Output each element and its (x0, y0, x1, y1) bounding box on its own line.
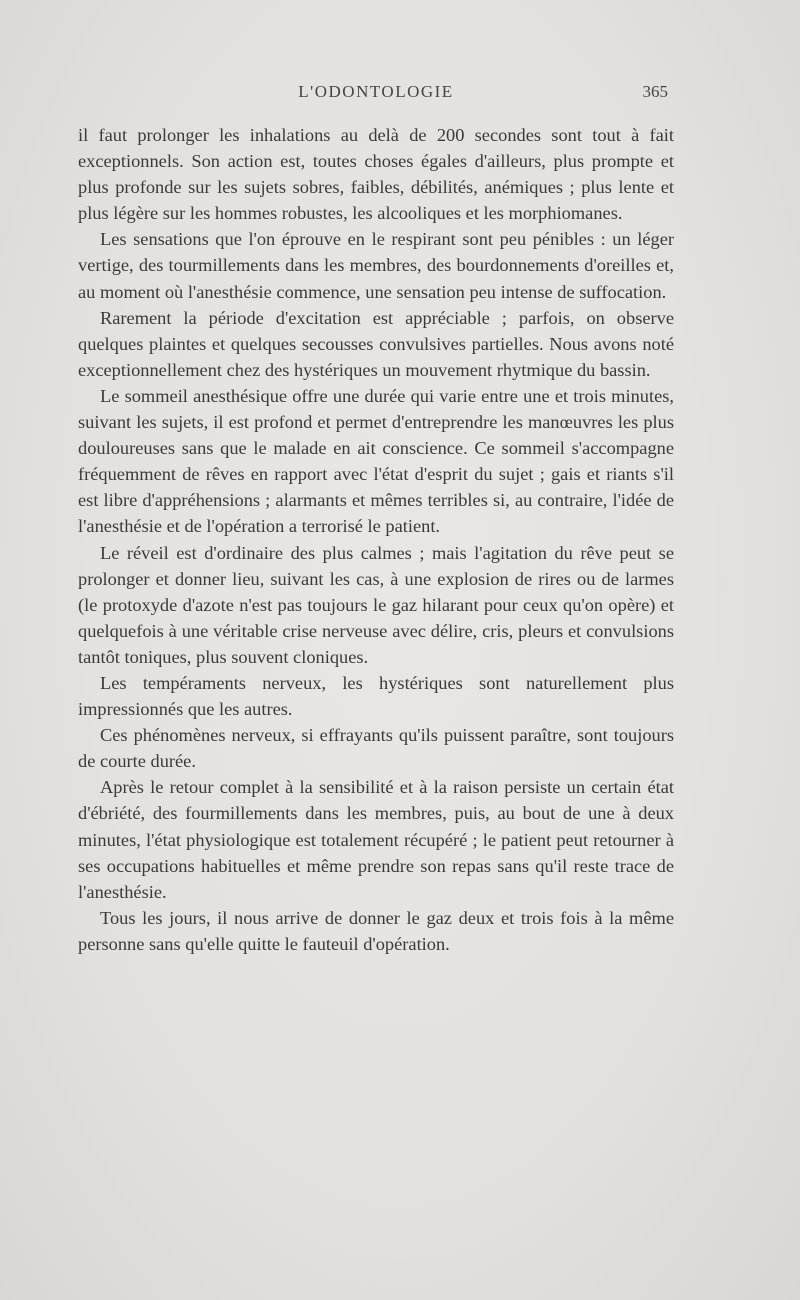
paragraph-sommeil: Le sommeil anesthésique offre une durée qui varie entre une et trois minutes, suivant les sujets, il est profond et permet d'entreprendre les manœuvres les plus douloureuses sans que le malade en ait conscience. Ce sommeil s'accompagne fréquemment de rêves en rapport avec l'état d'esprit du sujet ; gais et riants s'il est libre d'appréhensions ; alarmants et mêmes terribles si, au contraire, l'idée de l'anesthésie et de l'opération a terrorisé le patient. (78, 385, 674, 537)
page-number: 365 (642, 82, 668, 101)
paragraph-sensations: Les sensations que l'on éprouve en le respirant sont peu pénibles : un léger vertige, des tourmillements dans les membres, des bourdonnements d'oreilles et, au moment où l'anesthésie commence, une sensation peu intense de suffocation. (78, 229, 674, 302)
paragraph-continued: il faut prolonger les inhalations au delà de 200 secondes sont tout à fait exceptionnels. Son action est, toutes choses égales d'ailleurs, plus prompte et plus profonde sur les sujets sobres, faibles, débilités, anémiques ; plus lente et plus légère sur les hommes robustes, les alcooliques et les morphiomanes. (78, 125, 674, 224)
paragraph-phenomenes: Ces phénomènes nerveux, si effrayants qu'ils puissent paraître, sont toujours de courte durée. (78, 725, 674, 772)
running-title: L'ODONTOLOGIE (298, 82, 454, 101)
running-head (78, 82, 674, 108)
paragraph-excitation: Rarement la période d'excitation est appréciable ; parfois, on observe quelques plaintes et quelques secousses convulsives partielles. Nous avons noté exceptionnellement chez des hystériques un mouvement rhytmique du bassin. (78, 307, 674, 380)
paragraph-reveil: Le réveil est d'ordinaire des plus calmes ; mais l'agitation du rêve peut se prolonger et donner lieu, suivant les cas, à une explosion de rires ou de larmes (le protoxyde d'azote n'est pas toujours le gaz hilarant pour ceux qu'on opère) et quelquefois à une véritable crise nerveuse avec délire, cris, pleurs et convulsions tantôt toniques, plus souvent cloniques. (78, 542, 674, 667)
paragraph-retour: Après le retour complet à la sensibilité et à la raison persiste un certain état d'ébriété, des fourmillements dans les membres, puis, au bout de une à deux minutes, l'état physiologique est totalement récupéré ; le patient peut retourner à ses occupations habituelles et même prendre son repas sans qu'il reste trace de l'anesthésie. (78, 777, 674, 902)
paragraph-temperaments: Les tempéraments nerveux, les hystériques sont naturellement plus impressionnés que les autres. (78, 672, 674, 720)
book-page (78, 82, 674, 957)
body-text (78, 122, 674, 957)
paragraph-tous-les-jours: Tous les jours, il nous arrive de donner le gaz deux et trois fois à la même personne sans qu'elle quitte le fauteuil d'opération. (78, 907, 674, 954)
